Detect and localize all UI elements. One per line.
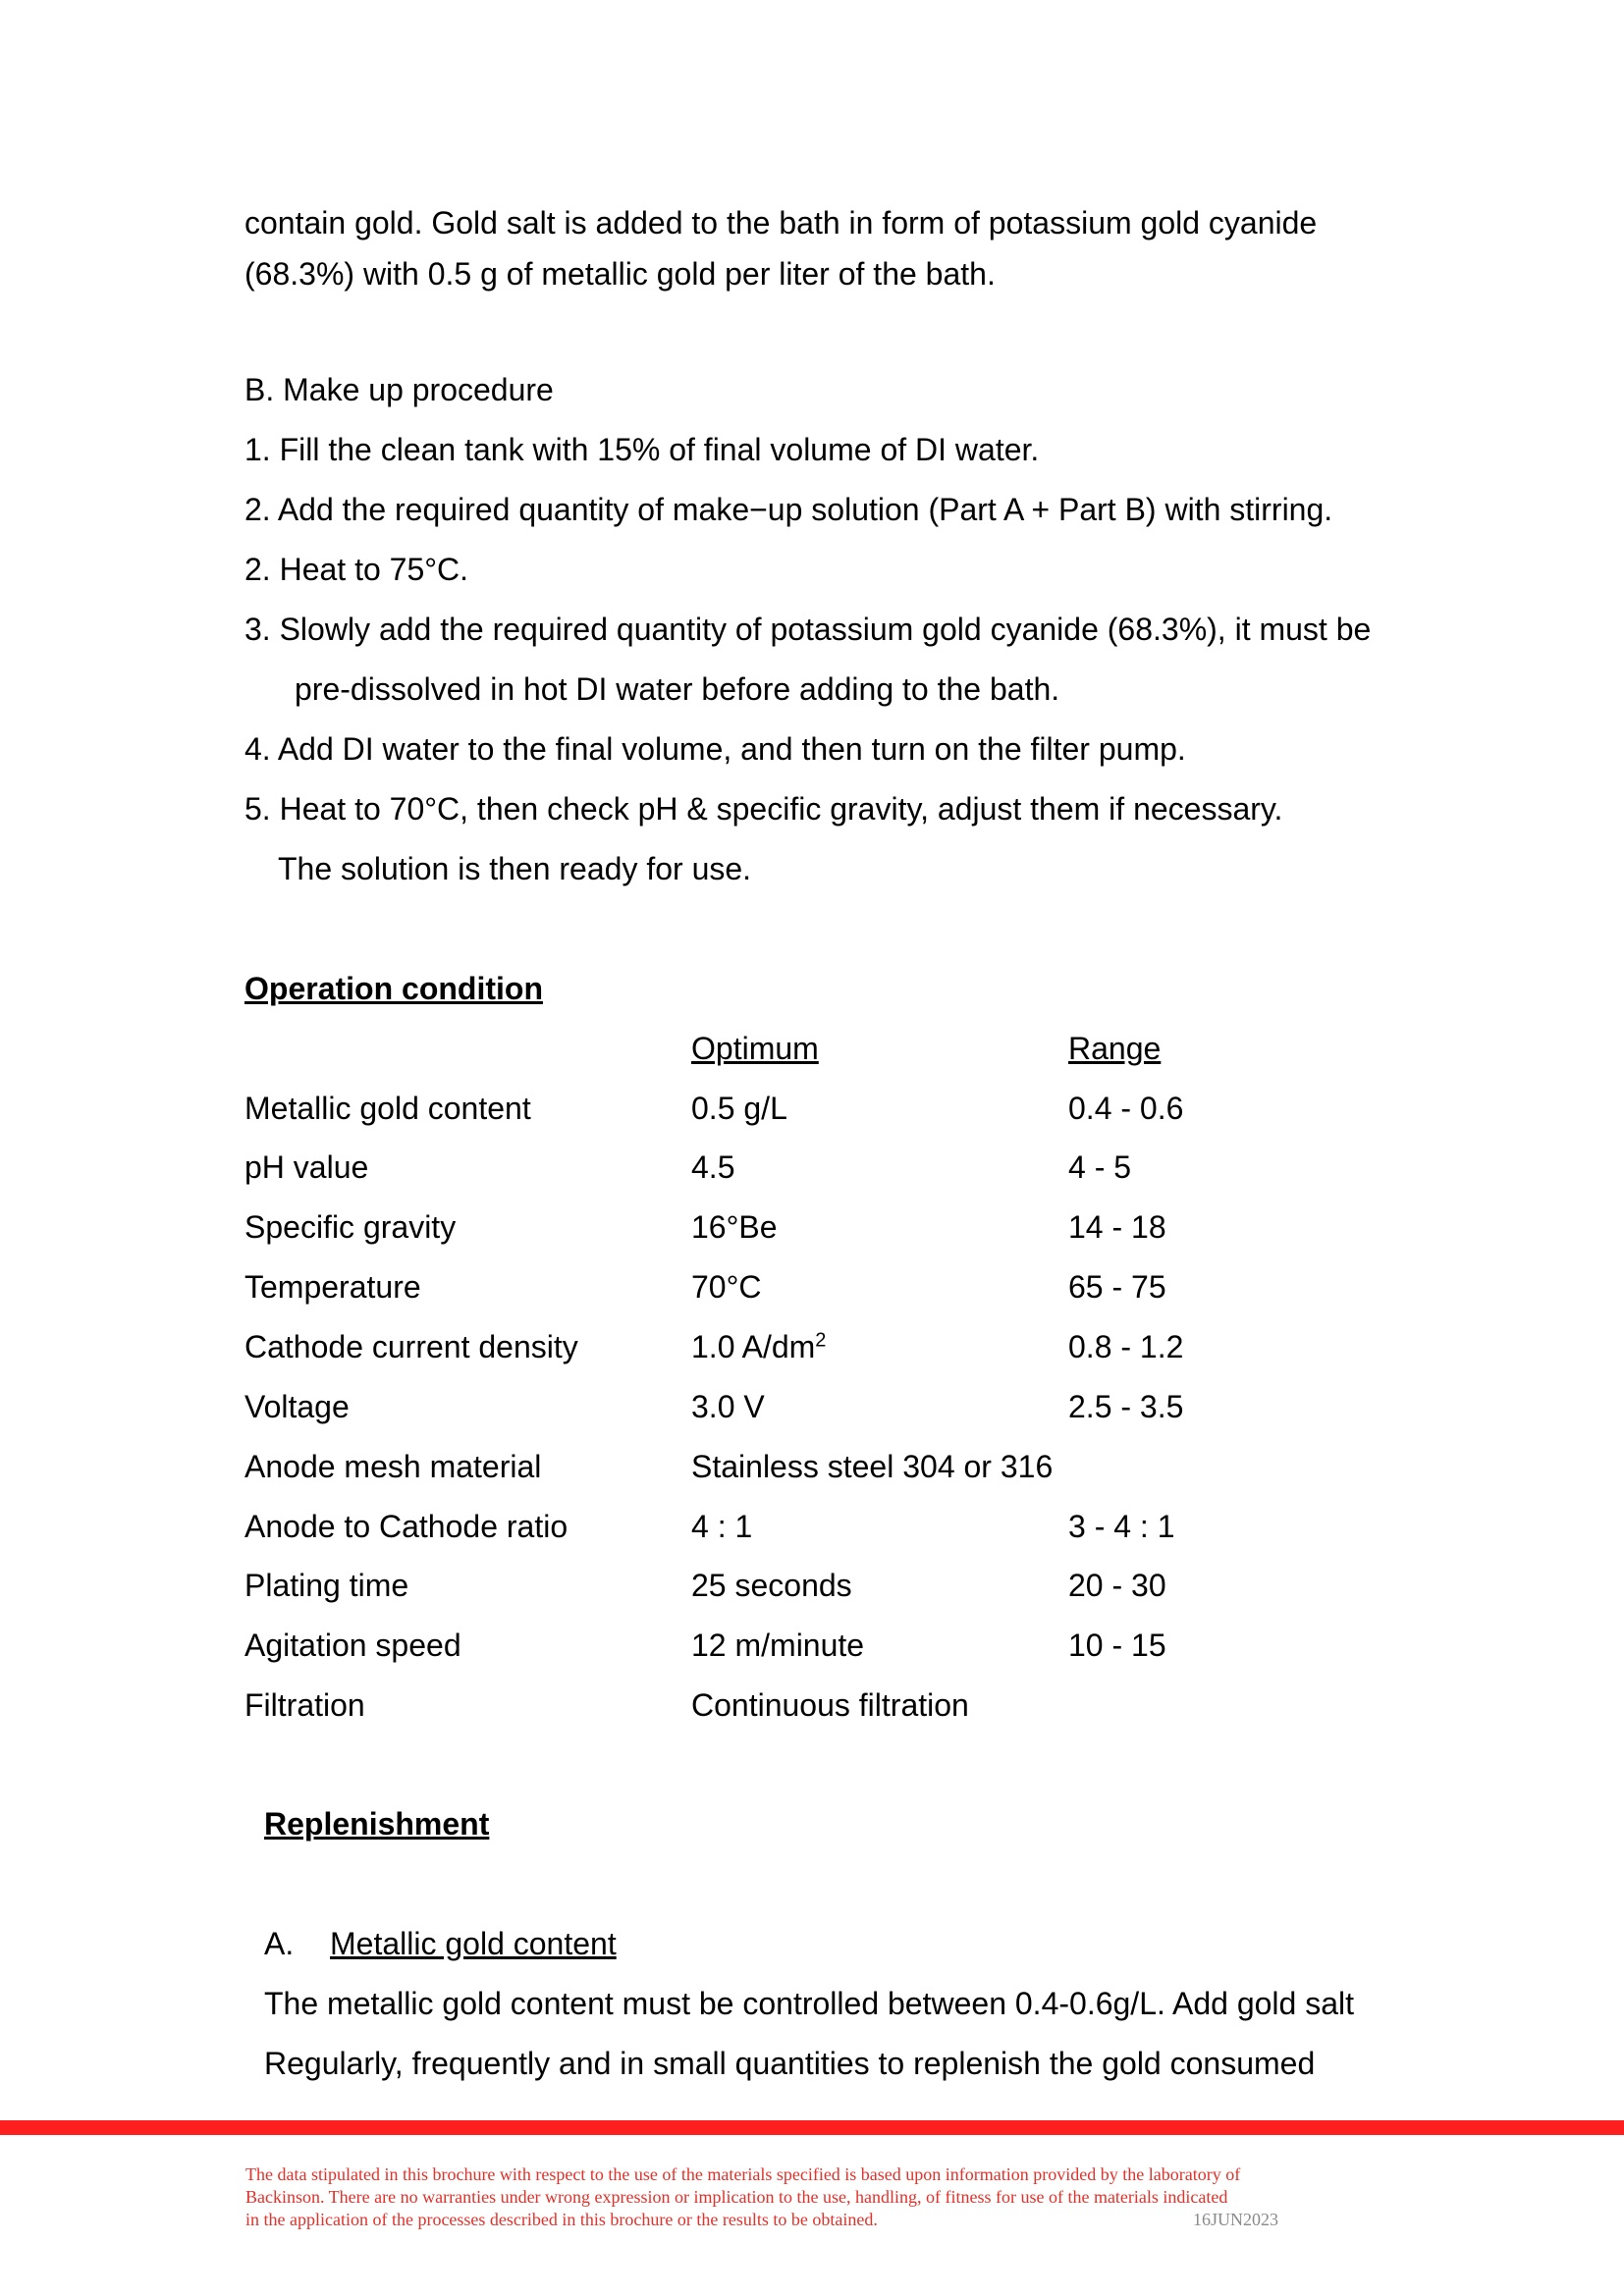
range-value: 4 - 5 — [1068, 1149, 1132, 1185]
makeup-step-continuation: pre-dissolved in hot DI water before adding to the bath. — [295, 671, 1060, 707]
optimum-value: 70°C — [691, 1269, 762, 1305]
intro-line-2: (68.3%) with 0.5 g of metallic gold per liter of the bath. — [244, 256, 996, 292]
optimum-value: 25 seconds — [691, 1568, 852, 1603]
param-label: Agitation speed — [244, 1628, 461, 1663]
optimum-value: 12 m/minute — [691, 1628, 865, 1663]
intro-line-1: contain gold. Gold salt is added to the bath in form of potassium gold cyanide — [244, 205, 1318, 240]
range-value: 3 - 4 : 1 — [1068, 1509, 1175, 1544]
range-value: 20 - 30 — [1068, 1568, 1166, 1603]
param-label: pH value — [244, 1149, 369, 1185]
makeup-step-continuation: The solution is then ready for use. — [278, 851, 752, 886]
replenishment-sub-title: Metallic gold content — [330, 1926, 617, 1961]
superscript: 2 — [815, 1329, 827, 1352]
footer-red-bar — [0, 2120, 1624, 2135]
param-label: Specific gravity — [244, 1209, 457, 1245]
replenishment-sub-letter: A. — [264, 1926, 295, 1961]
range-value: 2.5 - 3.5 — [1068, 1389, 1184, 1424]
footer-line-2: Backinson. There are no warranties under wrong expression or implication to the use, handling, of fitness for use of the materials indicated — [245, 2187, 1228, 2207]
column-header-optimum: Optimum — [691, 1031, 819, 1066]
optimum-value: Continuous filtration — [691, 1687, 969, 1723]
makeup-step: 2. Add the required quantity of make−up solution (Part A + Part B) with stirring. — [244, 492, 1333, 527]
optimum-value-text: 1.0 A/dm — [691, 1329, 816, 1364]
replenishment-line-1: The metallic gold content must be controlled between 0.4-0.6g/L. Add gold salt — [264, 1986, 1355, 2021]
param-label: Anode to Cathode ratio — [244, 1509, 568, 1544]
optimum-value — [691, 1327, 826, 1366]
range-value: 0.4 - 0.6 — [1068, 1091, 1184, 1126]
footer-line-1: The data stipulated in this brochure with respect to the use of the materials specified is based upon information provided by the laboratory of — [245, 2164, 1241, 2184]
param-label: Metallic gold content — [244, 1091, 531, 1126]
makeup-step: 3. Slowly add the required quantity of potassium gold cyanide (68.3%), it must be — [244, 612, 1372, 647]
optimum-value: 0.5 g/L — [691, 1091, 787, 1126]
range-value: 14 - 18 — [1068, 1209, 1166, 1245]
footer-date: 16JUN2023 — [1193, 2210, 1279, 2229]
makeup-step: 2. Heat to 75°C. — [244, 552, 469, 587]
replenishment-title: Replenishment — [264, 1806, 490, 1842]
param-label: Cathode current density — [244, 1329, 578, 1364]
param-label: Filtration — [244, 1687, 365, 1723]
optimum-value: Stainless steel 304 or 316 — [691, 1449, 1054, 1484]
footer-line-3: in the application of the processes described in this brochure or the results to be obtained. — [245, 2210, 878, 2229]
param-label: Temperature — [244, 1269, 421, 1305]
range-value: 10 - 15 — [1068, 1628, 1166, 1663]
optimum-value: 4 : 1 — [691, 1509, 753, 1544]
makeup-step: 1. Fill the clean tank with 15% of final volume of DI water. — [244, 432, 1040, 467]
optimum-value: 4.5 — [691, 1149, 735, 1185]
makeup-title: B. Make up procedure — [244, 372, 554, 407]
range-value: 0.8 - 1.2 — [1068, 1329, 1184, 1364]
optimum-value: 3.0 V — [691, 1389, 765, 1424]
makeup-step: 4. Add DI water to the final volume, and then turn on the filter pump. — [244, 731, 1186, 767]
param-label: Voltage — [244, 1389, 350, 1424]
optimum-value: 16°Be — [691, 1209, 778, 1245]
replenishment-line-2: Regularly, frequently and in small quantities to replenish the gold consumed — [264, 2046, 1316, 2081]
range-value: 65 - 75 — [1068, 1269, 1166, 1305]
param-label: Plating time — [244, 1568, 409, 1603]
param-label: Anode mesh material — [244, 1449, 542, 1484]
operation-title: Operation condition — [244, 971, 543, 1006]
makeup-step: 5. Heat to 70°C, then check pH & specific gravity, adjust them if necessary. — [244, 791, 1283, 827]
column-header-range: Range — [1068, 1031, 1162, 1066]
